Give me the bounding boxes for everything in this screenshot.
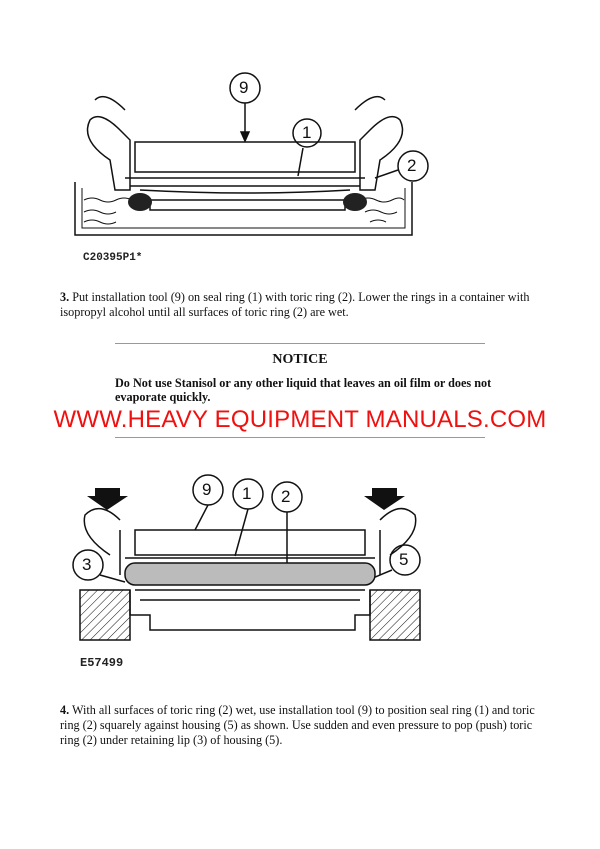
notice-text: Do Not use Stanisol or any other liquid that leaves an oil film or does not evaporate quickly. (115, 376, 492, 404)
step-3-text: Put installation tool (9) on seal ring (1) with toric ring (2). Lower the rings in a container with isopropyl alcohol until all surfaces of toric ring (2) are wet. (60, 290, 530, 319)
callout-5: 5 (399, 550, 409, 569)
step-4-number: 4. (60, 703, 70, 717)
step-4-paragraph (60, 703, 540, 748)
step-3-number: 3. (60, 290, 70, 304)
callout-9: 9 (202, 480, 212, 499)
callout-3: 3 (82, 555, 92, 574)
callout-2: 2 (281, 487, 291, 506)
notice-title: NOTICE (272, 352, 328, 367)
callout-1: 1 (242, 484, 252, 503)
figure-2-label: E57499 (80, 656, 124, 670)
callout-2: 2 (407, 156, 417, 175)
watermark: WWW.HEAVY EQUIPMENT MANUALS.COM (53, 406, 547, 433)
callout-9: 9 (239, 78, 249, 97)
step-4-text: With all surfaces of toric ring (2) wet, use installation tool (9) to position seal ring (1) and toric ring (2) squarely against housing (5) as shown. Use sudden and even pressure to pop (push) toric ring (2) under retaining lip (3) of housing (5). (60, 703, 535, 747)
figure-1-label: C20395P1* (83, 252, 143, 264)
callout-1: 1 (302, 123, 312, 142)
